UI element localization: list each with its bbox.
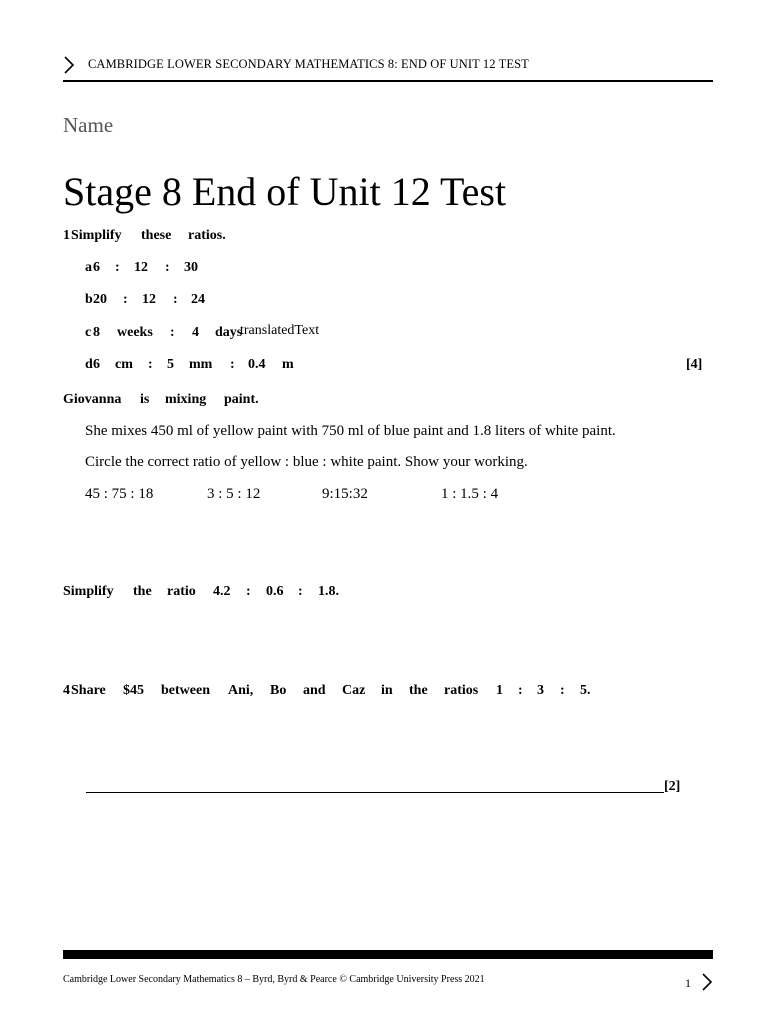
ratio-token: 0.4: [248, 357, 266, 372]
question-3-word: 0.6: [266, 584, 284, 599]
ratio-token: 6: [93, 260, 100, 275]
ratio-option[interactable]: 9:15:32: [322, 486, 368, 502]
question-3-word: :: [298, 584, 303, 599]
ratio-token: m: [282, 357, 294, 372]
question-4-word: :: [560, 683, 565, 698]
question-3-word: Simplify: [63, 584, 114, 599]
question-4-word: 3: [537, 683, 544, 698]
question-1-word: these: [141, 228, 172, 243]
question-4-marks: [2]: [664, 779, 681, 794]
question-1-word: ratios.: [188, 228, 226, 243]
ratio-token: weeks: [117, 325, 153, 340]
part-label: c: [85, 325, 92, 340]
ratio-token: 5: [167, 357, 174, 372]
question-2-word: Giovanna: [63, 392, 122, 407]
ratio-token: 24: [191, 292, 205, 307]
question-3-word: 4.2: [213, 584, 231, 599]
part-label: a: [85, 260, 92, 275]
name-label: Name: [63, 113, 114, 137]
ratio-token: 30: [184, 260, 198, 275]
ratio-token: 20: [93, 292, 107, 307]
ratio-token: mm: [189, 357, 213, 372]
question-4-word: between: [161, 683, 210, 698]
question-3-word: the: [133, 584, 152, 599]
question-2-word: paint.: [224, 392, 259, 407]
chevron-right-icon[interactable]: [700, 973, 714, 991]
question-3-word: :: [246, 584, 251, 599]
ratio-token: days: [215, 325, 243, 340]
question-1-number: 1: [63, 228, 70, 243]
part-label: d: [85, 357, 93, 372]
chevron-right-icon: [62, 56, 76, 74]
ratio-token: cm: [115, 357, 133, 372]
question-3-word: 1.8.: [318, 584, 339, 599]
question-4-word: Bo: [270, 683, 287, 698]
question-4-word: Share: [71, 683, 106, 698]
page-title: Stage 8 End of Unit 12 Test: [63, 169, 507, 214]
question-4-word: 5.: [580, 683, 591, 698]
header-rule: [63, 80, 713, 82]
ratio-token: 4: [192, 325, 199, 340]
question-4-word: Ani,: [228, 683, 254, 698]
translated-text-overlay: translatedText: [240, 323, 320, 338]
ratio-token: 8: [93, 325, 100, 340]
answer-line[interactable]: [86, 792, 664, 793]
question-4-word: in: [381, 683, 393, 698]
question-4-word: Caz: [342, 683, 366, 698]
question-2-text: She mixes 450 ml of yellow paint with 750 ml of blue paint and 1.8 liters of white paint.: [85, 423, 616, 439]
ratio-option[interactable]: 1 : 1.5 : 4: [441, 486, 499, 502]
ratio-token: :: [148, 357, 153, 372]
ratio-option[interactable]: 3 : 5 : 12: [207, 486, 261, 502]
question-1-marks: [4]: [686, 357, 703, 372]
running-header: CAMBRIDGE LOWER SECONDARY MATHEMATICS 8: END OF UNIT 12 TEST: [88, 57, 529, 71]
question-4-word: $45: [123, 683, 144, 698]
ratio-token: :: [165, 260, 170, 275]
ratio-token: :: [173, 292, 178, 307]
page-number: 1: [685, 976, 691, 990]
ratio-token: :: [170, 325, 175, 340]
question-4-number: 4: [63, 683, 70, 698]
ratio-token: 12: [134, 260, 148, 275]
question-2-word: is: [140, 392, 150, 407]
ratio-token: 6: [93, 357, 100, 372]
question-4-word: :: [518, 683, 523, 698]
question-4-word: ratios: [444, 683, 479, 698]
footer-bar: [63, 950, 713, 959]
question-4-word: and: [303, 683, 326, 698]
question-2-instruction: Circle the correct ratio of yellow : blue : white paint. Show your working.: [85, 454, 528, 470]
footer-copyright: Cambridge Lower Secondary Mathematics 8 – Byrd, Byrd & Pearce © Cambridge University Press 2021: [63, 974, 485, 985]
question-2-word: mixing: [165, 392, 207, 407]
question-1-word: Simplify: [71, 228, 122, 243]
question-3-word: ratio: [167, 584, 196, 599]
ratio-option[interactable]: 45 : 75 : 18: [85, 486, 154, 502]
question-4-word: the: [409, 683, 428, 698]
ratio-token: :: [115, 260, 120, 275]
ratio-token: :: [230, 357, 235, 372]
part-label: b: [85, 292, 93, 307]
question-4-word: 1: [496, 683, 503, 698]
ratio-token: 12: [142, 292, 156, 307]
ratio-token: :: [123, 292, 128, 307]
